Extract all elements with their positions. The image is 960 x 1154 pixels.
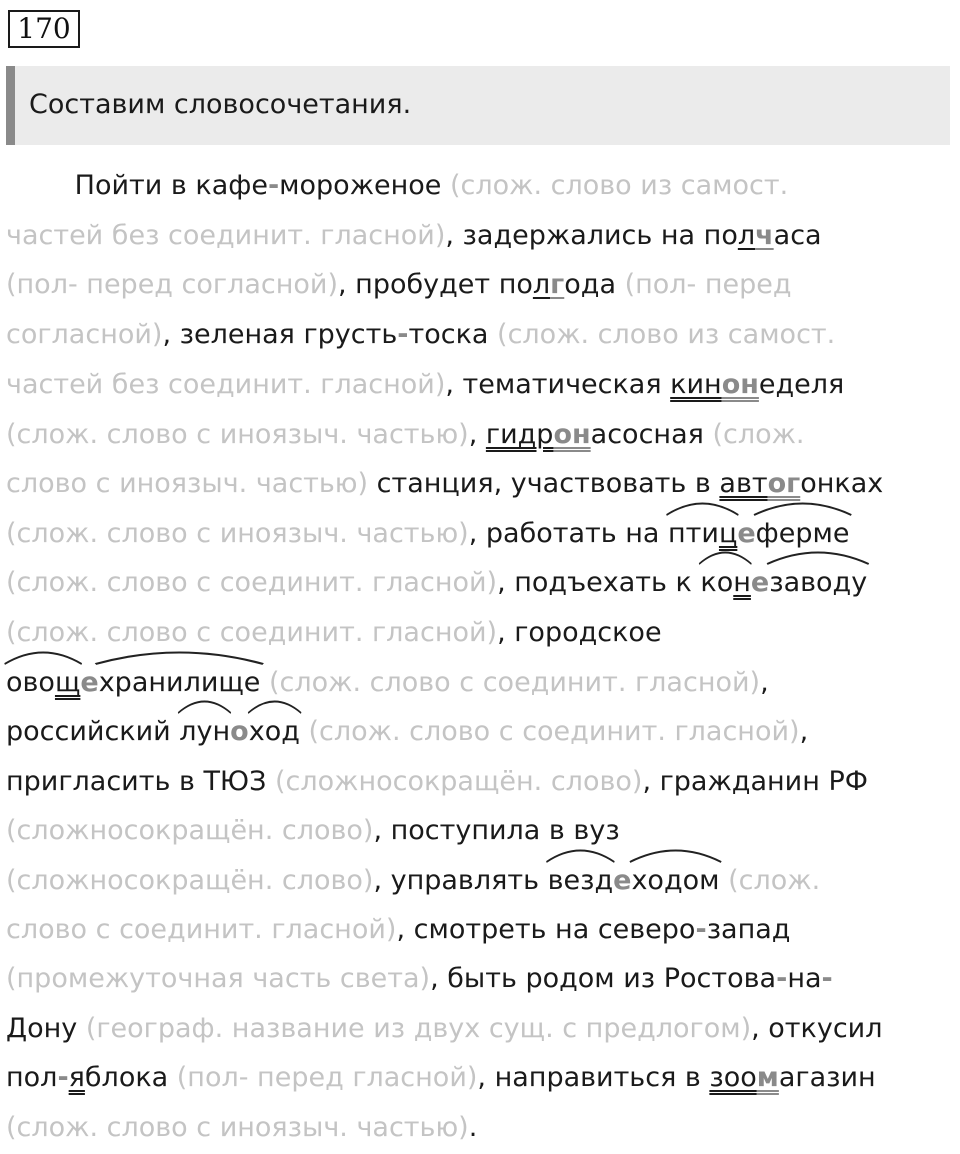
text-segment: г <box>550 269 565 300</box>
grammar-comment: (слож. <box>719 865 821 896</box>
root-arc <box>668 514 737 554</box>
text-segment: - <box>57 1062 69 1093</box>
text-segment: е <box>613 865 632 896</box>
grammar-comment: (сложносокращён. слово) <box>6 865 374 896</box>
grammar-comment: (пол- перед гласной) <box>168 1062 478 1093</box>
text-segment: , управлять <box>373 865 548 896</box>
text-segment: пти <box>668 518 719 549</box>
text-line <box>6 613 662 653</box>
text-line <box>6 663 769 703</box>
text-segment: , <box>799 716 809 747</box>
text-segment: аса <box>773 220 822 251</box>
text-segment: , зеленая грусть <box>162 319 398 350</box>
text-line <box>6 315 835 355</box>
text-segment: , тематическая <box>445 369 671 400</box>
grammar-comment: (слож. слово с соединит. гласной) <box>6 617 498 648</box>
text-segment: онках <box>800 468 884 499</box>
grammar-comment: (сложносокращён. слово) <box>266 766 643 797</box>
text-line <box>6 1009 882 1049</box>
text-segment: ово <box>6 667 55 698</box>
text-segment: зоо <box>709 1062 757 1093</box>
text-segment: он <box>553 419 591 450</box>
grammar-comment: (слож. <box>703 419 805 450</box>
grammar-comment: (географ. название из двух сущ. с предлогом) <box>77 1013 752 1044</box>
text-line <box>6 811 620 851</box>
grammar-comment: (пол- перед согласной) <box>6 269 339 300</box>
text-line <box>6 762 868 802</box>
text-line <box>6 563 867 603</box>
text-segment: , смотреть на северо <box>396 914 696 945</box>
text-segment: о <box>230 716 249 747</box>
text-line <box>6 910 790 950</box>
text-segment: везд <box>547 865 614 896</box>
text-segment: л <box>737 220 756 251</box>
root-arc <box>756 514 850 554</box>
text-segment: , откусил <box>751 1013 883 1044</box>
grammar-comment: (слож. слово с соединит. гласной) <box>299 716 800 747</box>
text-segment: российский <box>6 716 180 747</box>
grammar-comment: (слож. слово с иноязыч. частью) <box>6 419 469 450</box>
text-segment: , подъехать к <box>497 567 701 598</box>
text-line <box>6 166 788 206</box>
text-segment: е <box>80 667 99 698</box>
root-arc <box>700 563 750 603</box>
root-arc <box>631 861 719 901</box>
text-segment: ко <box>700 567 734 598</box>
text-segment: , <box>760 667 769 698</box>
root-arc <box>769 563 867 603</box>
grammar-comment: слово с иноязыч. частью) <box>6 468 369 499</box>
task-instruction-box <box>6 66 950 145</box>
text-line <box>6 712 808 752</box>
text-line <box>6 1058 876 1098</box>
text-line <box>6 365 844 405</box>
text-segment: заводу <box>769 567 868 598</box>
grammar-comment: частей без соединит. гласной) <box>6 220 446 251</box>
text-line <box>6 959 833 999</box>
text-segment: , <box>468 419 486 450</box>
grammar-comment: (слож. слово из самост. <box>441 170 789 201</box>
text-segment: , городское <box>497 617 662 648</box>
text-segment: лун <box>179 716 231 747</box>
task-instruction: Составим словосочетания. <box>29 89 412 120</box>
text-segment: агазин <box>778 1062 876 1093</box>
text-segment: ода <box>564 269 616 300</box>
root-arc <box>179 712 230 752</box>
text-segment: ход <box>248 716 300 747</box>
text-segment: - <box>695 914 707 945</box>
text-segment: пол <box>6 1062 58 1093</box>
text-segment: запад <box>706 914 791 945</box>
text-line <box>6 216 822 256</box>
exercise-number: 170 <box>8 10 80 48</box>
text-segment: кин <box>670 369 722 400</box>
text-segment: гидр <box>485 419 554 450</box>
text-segment: л <box>532 269 551 300</box>
text-segment: ц <box>718 518 738 549</box>
text-segment: он <box>721 369 759 400</box>
text-segment: я <box>68 1062 85 1093</box>
text-segment: мороженое <box>279 170 442 201</box>
text-segment: Дону <box>6 1013 78 1044</box>
text-segment: е <box>750 567 770 598</box>
text-segment: блока <box>84 1062 169 1093</box>
text-segment: - <box>776 963 788 994</box>
text-segment: , направиться в <box>477 1062 710 1093</box>
text-segment: тоска <box>408 319 489 350</box>
text-line <box>6 1108 477 1148</box>
text-segment: щ <box>54 667 81 698</box>
grammar-comment: (пол- перед <box>616 269 792 300</box>
text-segment: , быть родом из Ростова <box>430 963 777 994</box>
text-segment: - <box>267 170 280 201</box>
text-segment: , гражданин РФ <box>642 766 868 797</box>
root-arc <box>548 861 614 901</box>
grammar-comment: (слож. слово с иноязыч. частью) <box>6 518 469 549</box>
text-segment: ферме <box>755 518 850 549</box>
grammar-comment: (слож. слово из самост. <box>488 319 836 350</box>
text-segment: пригласить в ТЮЗ <box>6 766 267 797</box>
text-segment: станция, участвовать в <box>368 468 720 499</box>
grammar-comment: (сложносокращён. слово) <box>6 815 374 846</box>
grammar-comment: (слож. слово с соединит. гласной) <box>6 567 498 598</box>
text-segment: , задержались на по <box>445 220 738 251</box>
root-arc <box>6 663 80 703</box>
text-line <box>6 415 805 455</box>
grammar-comment: частей без соединит. гласной) <box>6 369 446 400</box>
grammar-comment: согласной) <box>6 319 163 350</box>
grammar-comment: (промежуточная часть света) <box>6 963 431 994</box>
text-segment: ог <box>767 468 801 499</box>
text-segment: , работать на <box>468 518 669 549</box>
text-segment: ч <box>755 220 774 251</box>
root-arc <box>99 663 261 703</box>
text-line <box>6 514 849 554</box>
text-segment: е <box>737 518 756 549</box>
text-segment: авт <box>719 468 768 499</box>
text-segment: н <box>733 567 751 598</box>
text-segment: на <box>787 963 822 994</box>
text-line <box>6 861 820 901</box>
text-segment: , пробудет по <box>338 269 533 300</box>
text-segment: еделя <box>758 369 845 400</box>
grammar-comment: (слож. слово с иноязыч. частью) <box>6 1112 469 1143</box>
text-segment: . <box>468 1112 478 1143</box>
text-segment: Пойти в кафе <box>6 170 268 201</box>
text-segment: , поступила в вуз <box>373 815 620 846</box>
root-arc <box>249 712 300 752</box>
grammar-comment: слово с соединит. гласной) <box>6 914 397 945</box>
text-segment: асосная <box>590 419 704 450</box>
text-segment: - <box>397 319 409 350</box>
text-segment: хранилище <box>98 667 261 698</box>
text-segment: ходом <box>631 865 720 896</box>
grammar-comment: (слож. слово с соединит. гласной) <box>260 667 761 698</box>
text-line <box>6 265 792 305</box>
text-segment: - <box>821 963 833 994</box>
text-segment: м <box>756 1062 779 1093</box>
text-line <box>6 464 883 504</box>
